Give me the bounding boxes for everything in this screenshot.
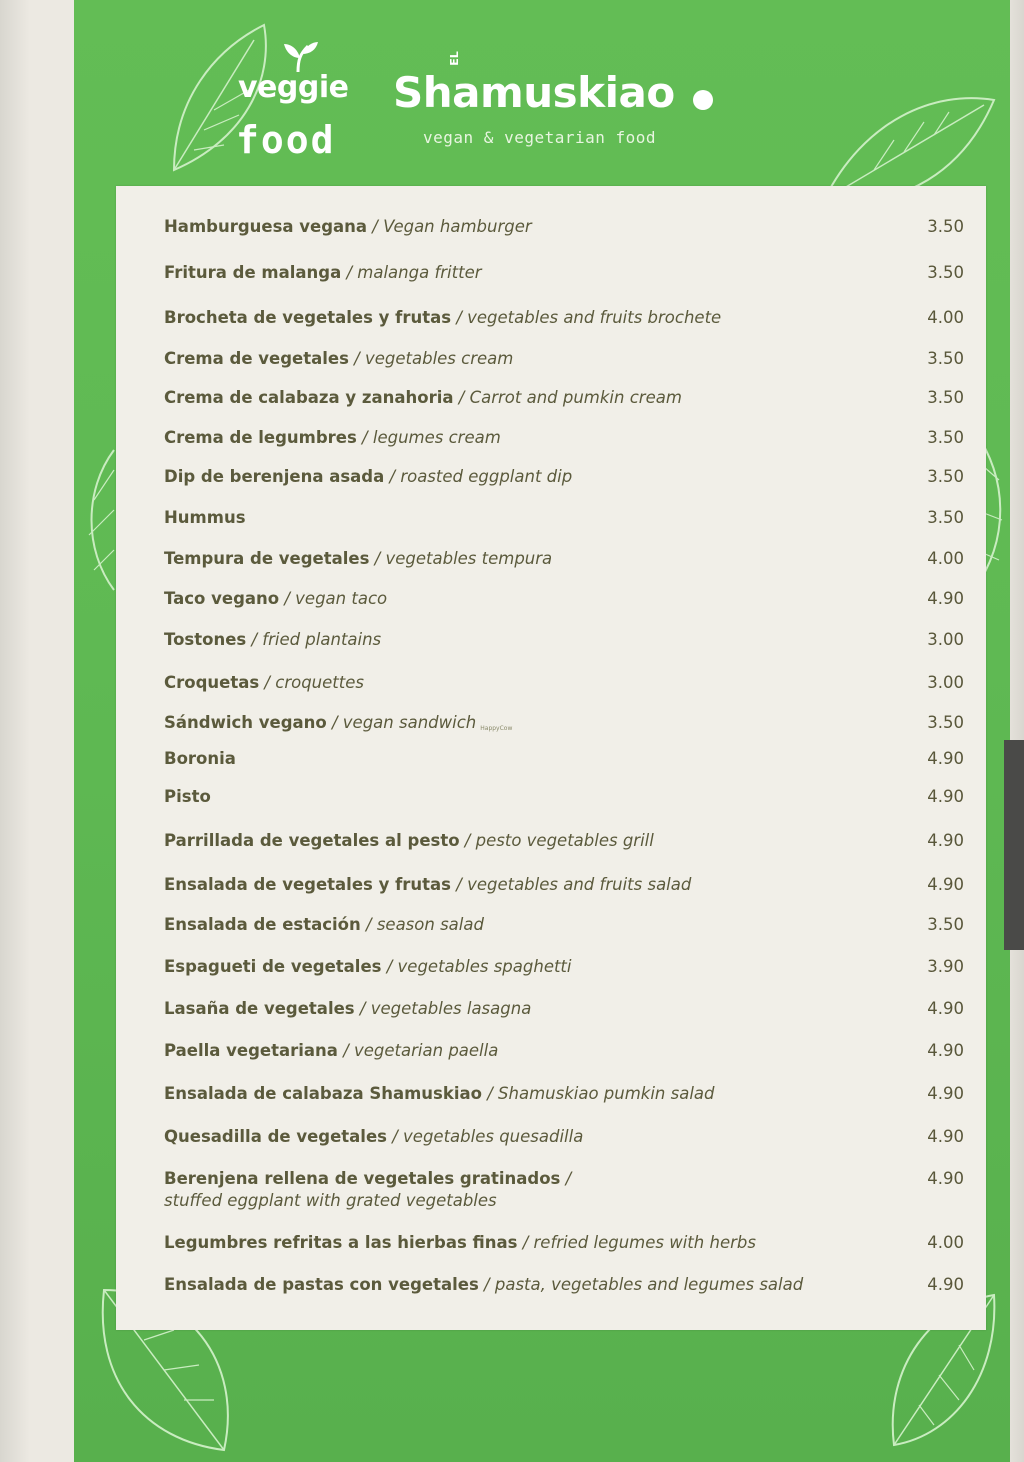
dish-separator: / xyxy=(326,713,343,732)
dish-name xyxy=(164,914,864,936)
dish-price: 3.50 xyxy=(927,263,964,282)
menu-item xyxy=(164,348,964,370)
dish-name xyxy=(164,1168,864,1212)
dish-name xyxy=(164,1232,864,1254)
menu-item xyxy=(164,262,964,284)
sprout-icon xyxy=(278,40,318,74)
menu-item xyxy=(164,1083,964,1105)
dish-name-english: vegetables tempura xyxy=(385,549,553,568)
dish-price: 4.90 xyxy=(927,1084,964,1103)
logo-food-text: food xyxy=(236,118,336,162)
dish-separator: / xyxy=(341,263,358,282)
dish-separator: / xyxy=(478,1275,495,1294)
dish-name-spanish: Ensalada de vegetales y frutas xyxy=(164,875,451,894)
dish-name-english: stuffed eggplant with grated vegetables xyxy=(164,1191,497,1210)
menu-item xyxy=(164,548,964,570)
dish-name-spanish: Fritura de malanga xyxy=(164,263,342,282)
dish-name-english: Carrot and pumkin cream xyxy=(469,388,682,407)
dish-name-spanish: Ensalada de calabaza Shamuskiao xyxy=(164,1084,482,1103)
dish-separator: / xyxy=(367,217,384,236)
dish-separator: / xyxy=(517,1233,534,1252)
dish-price: 3.00 xyxy=(927,630,964,649)
dish-name-spanish: Paella vegetariana xyxy=(164,1041,338,1060)
brand-logo xyxy=(393,51,723,160)
dish-name-english: vegetables cream xyxy=(364,349,514,368)
dish-name-spanish: Legumbres refritas a las hierbas finas xyxy=(164,1233,518,1252)
dish-name-english: legumes cream xyxy=(372,428,501,447)
dish-name xyxy=(164,466,864,488)
dish-name-english: vegan sandwich xyxy=(342,713,477,732)
dish-separator: / xyxy=(481,1084,499,1103)
brand-name: Shamuskiao xyxy=(393,68,675,117)
dish-name-english: Vegan hamburger xyxy=(383,217,532,236)
dish-name xyxy=(164,712,864,740)
dish-name-english: malanga fritter xyxy=(357,263,482,282)
dish-name-english: season salad xyxy=(376,915,484,934)
dish-name xyxy=(164,507,864,529)
dish-price: 4.00 xyxy=(927,1233,964,1252)
menu-item xyxy=(164,427,964,449)
dish-price: 3.50 xyxy=(927,713,964,732)
dish-name xyxy=(164,1274,864,1296)
menu-list xyxy=(116,186,986,1330)
dish-separator: / xyxy=(369,549,386,568)
dish-name-spanish: Taco vegano xyxy=(164,589,280,608)
dish-name-english: fried plantains xyxy=(262,630,382,649)
dish-name xyxy=(164,786,864,808)
dish-name xyxy=(164,216,864,238)
menu-item xyxy=(164,914,964,936)
dish-name xyxy=(164,998,864,1020)
dish-name-spanish: Tostones xyxy=(164,630,247,649)
menu-item xyxy=(164,1168,964,1212)
dish-price: 3.50 xyxy=(927,915,964,934)
dish-name xyxy=(164,629,864,651)
dish-name-english: pasta, vegetables and legumes salad xyxy=(494,1275,804,1294)
dish-name-english: Shamuskiao pumkin salad xyxy=(498,1084,715,1103)
dish-separator: / xyxy=(451,875,468,894)
dish-name-spanish: Hamburguesa vegana xyxy=(164,217,368,236)
menu-item xyxy=(164,1232,964,1254)
dish-name-english: pesto vegetables grill xyxy=(475,831,654,850)
menu-item xyxy=(164,1126,964,1148)
dish-price: 3.50 xyxy=(927,508,964,527)
menu-item xyxy=(164,307,964,329)
dish-price: 3.50 xyxy=(927,349,964,368)
dish-name-spanish: Crema de vegetales xyxy=(164,349,349,368)
menu-item xyxy=(164,1040,964,1062)
dish-separator: / xyxy=(348,349,365,368)
dish-name xyxy=(164,748,864,770)
dish-name-spanish: Boronia xyxy=(164,749,236,768)
dish-separator: / xyxy=(337,1041,355,1060)
dish-name xyxy=(164,874,864,896)
dish-name xyxy=(164,387,864,409)
dish-name-english: vegetables and fruits salad xyxy=(467,875,692,894)
menu-item xyxy=(164,748,964,770)
dish-name-spanish: Dip de berenjena asada xyxy=(164,467,385,486)
menu-item xyxy=(164,629,964,651)
dish-name-spanish: Crema de calabaza y zanahoria xyxy=(164,388,454,407)
dish-name xyxy=(164,1126,864,1148)
menu-item xyxy=(164,712,964,740)
dish-price: 4.90 xyxy=(927,1275,964,1294)
dish-price: 3.00 xyxy=(927,673,964,692)
dish-name xyxy=(164,348,864,370)
dish-price: 4.00 xyxy=(927,308,964,327)
dish-price: 3.50 xyxy=(927,217,964,236)
logo-veggie-text: veggie xyxy=(238,70,349,105)
menu-item xyxy=(164,998,964,1020)
dish-name-spanish: Quesadilla de vegetales xyxy=(164,1127,387,1146)
dish-separator: / xyxy=(259,673,276,692)
dish-name xyxy=(164,548,864,570)
dish-name-english: vegetarian paella xyxy=(354,1041,499,1060)
dish-price: 4.90 xyxy=(927,787,964,806)
dish-separator: / xyxy=(381,957,398,976)
brand-prefix: EL xyxy=(447,51,461,66)
dish-name-english: vegan taco xyxy=(295,589,388,608)
dish-price: 4.90 xyxy=(927,831,964,850)
menu-item xyxy=(164,387,964,409)
dish-name-spanish: Tempura de vegetales xyxy=(164,549,370,568)
dish-price: 4.90 xyxy=(927,749,964,768)
dish-price: 4.90 xyxy=(927,875,964,894)
menu-item xyxy=(164,874,964,896)
dish-name xyxy=(164,672,864,694)
happycow-watermark: HappyCow xyxy=(480,725,513,732)
dish-name xyxy=(164,307,864,329)
dish-separator: / xyxy=(560,1169,572,1188)
dish-separator: / xyxy=(386,1127,404,1146)
binder-clip xyxy=(1004,740,1024,950)
dish-separator: / xyxy=(246,630,263,649)
dish-name-spanish: Pisto xyxy=(164,787,211,806)
dish-separator: / xyxy=(451,308,468,327)
dish-price: 4.90 xyxy=(927,1041,964,1060)
dish-name-spanish: Ensalada de estación xyxy=(164,915,361,934)
dish-price: 3.50 xyxy=(927,467,964,486)
dish-name-english: vegetables lasagna xyxy=(370,999,532,1018)
dish-name xyxy=(164,956,864,978)
dish-separator: / xyxy=(360,915,377,934)
dish-separator: / xyxy=(453,388,470,407)
menu-item xyxy=(164,830,964,852)
dish-name xyxy=(164,262,864,284)
dish-separator: / xyxy=(279,589,296,608)
dish-name-spanish: Berenjena rellena de vegetales gratinados xyxy=(164,1169,561,1188)
dish-name xyxy=(164,427,864,449)
dish-name-spanish: Espagueti de vegetales xyxy=(164,957,382,976)
dish-price: 3.50 xyxy=(927,428,964,447)
dish-separator: / xyxy=(459,831,476,850)
dish-name-spanish: Parrillada de vegetales al pesto xyxy=(164,831,460,850)
dish-name-english: roasted eggplant dip xyxy=(400,467,573,486)
dish-name-spanish: Lasaña de vegetales xyxy=(164,999,355,1018)
menu-item xyxy=(164,216,964,238)
dish-name-spanish: Crema de legumbres xyxy=(164,428,357,447)
veggie-food-logo xyxy=(150,40,349,170)
menu-item xyxy=(164,672,964,694)
dish-name xyxy=(164,1083,864,1105)
dish-price: 4.90 xyxy=(927,1127,964,1146)
dish-name-spanish: Ensalada de pastas con vegetales xyxy=(164,1275,479,1294)
dish-name xyxy=(164,588,864,610)
dish-separator: / xyxy=(356,428,373,447)
dish-name-english: vegetables and fruits brochete xyxy=(467,308,722,327)
dish-name-spanish: Croquetas xyxy=(164,673,260,692)
brand-tagline: vegan & vegetarian food xyxy=(423,128,657,147)
dish-name-english: croquettes xyxy=(275,673,364,692)
menu-item xyxy=(164,786,964,808)
dish-name-spanish: Sándwich vegano xyxy=(164,713,327,732)
dish-price: 3.50 xyxy=(927,388,964,407)
menu-panel xyxy=(116,186,986,1330)
dish-separator: / xyxy=(384,467,401,486)
menu-item xyxy=(164,1274,964,1296)
brand-dot-icon xyxy=(693,90,713,110)
dish-name-spanish: Hummus xyxy=(164,508,246,527)
menu-item xyxy=(164,588,964,610)
dish-name-english: refried legumes with herbs xyxy=(533,1233,756,1252)
menu-item xyxy=(164,956,964,978)
menu-item xyxy=(164,466,964,488)
dish-separator: / xyxy=(354,999,371,1018)
dish-price: 4.00 xyxy=(927,549,964,568)
dish-name-english: vegetables spaghetti xyxy=(397,957,572,976)
dish-name xyxy=(164,830,864,852)
dish-name-english: vegetables quesadilla xyxy=(403,1127,584,1146)
dish-name-spanish: Brocheta de vegetales y frutas xyxy=(164,308,452,327)
dish-name xyxy=(164,1040,864,1062)
dish-price: 4.90 xyxy=(927,589,964,608)
menu-item xyxy=(164,507,964,529)
dish-price: 3.90 xyxy=(927,957,964,976)
dish-price: 4.90 xyxy=(927,999,964,1018)
dish-price: 4.90 xyxy=(927,1169,964,1188)
